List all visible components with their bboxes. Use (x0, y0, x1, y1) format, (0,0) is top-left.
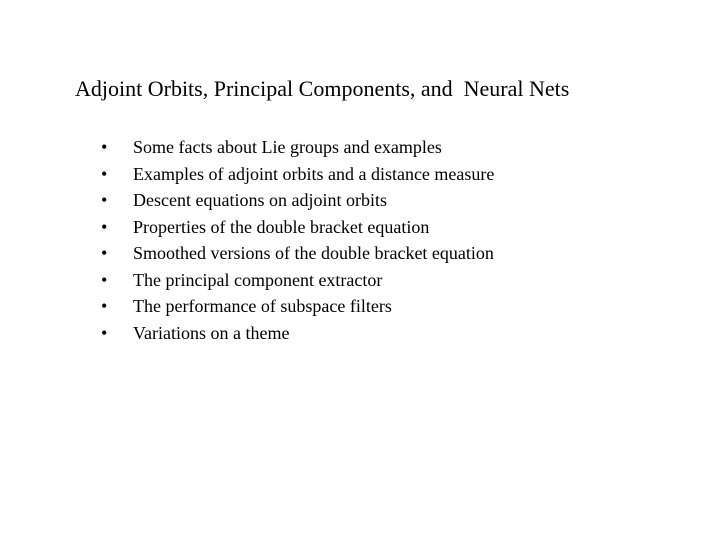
bullet-marker: • (101, 216, 108, 237)
bullet-text: Properties of the double bracket equation (133, 216, 430, 237)
bullet-text: The performance of subspace filters (133, 296, 392, 316)
bullet-text: Descent equations on adjoint orbits (133, 190, 387, 210)
bullet-text: Examples of adjoint orbits and a distance measure (133, 163, 495, 184)
bullet-marker: • (101, 190, 108, 210)
bullet-text: The principal component extractor (133, 269, 383, 290)
bullet-text: Smoothed versions of the double bracket equation (133, 243, 494, 263)
bullet-marker: • (101, 322, 108, 343)
bullet-marker: • (101, 269, 108, 290)
slide-title: Adjoint Orbits, Principal Components, and Neural Nets (75, 76, 570, 101)
bullet-marker: • (101, 243, 108, 263)
bullet-marker: • (101, 296, 108, 316)
bullet-marker: • (101, 163, 108, 184)
bullet-text: Some facts about Lie groups and examples (133, 137, 442, 157)
bullet-marker: • (101, 137, 108, 157)
bullet-text: Variations on a theme (133, 322, 290, 343)
